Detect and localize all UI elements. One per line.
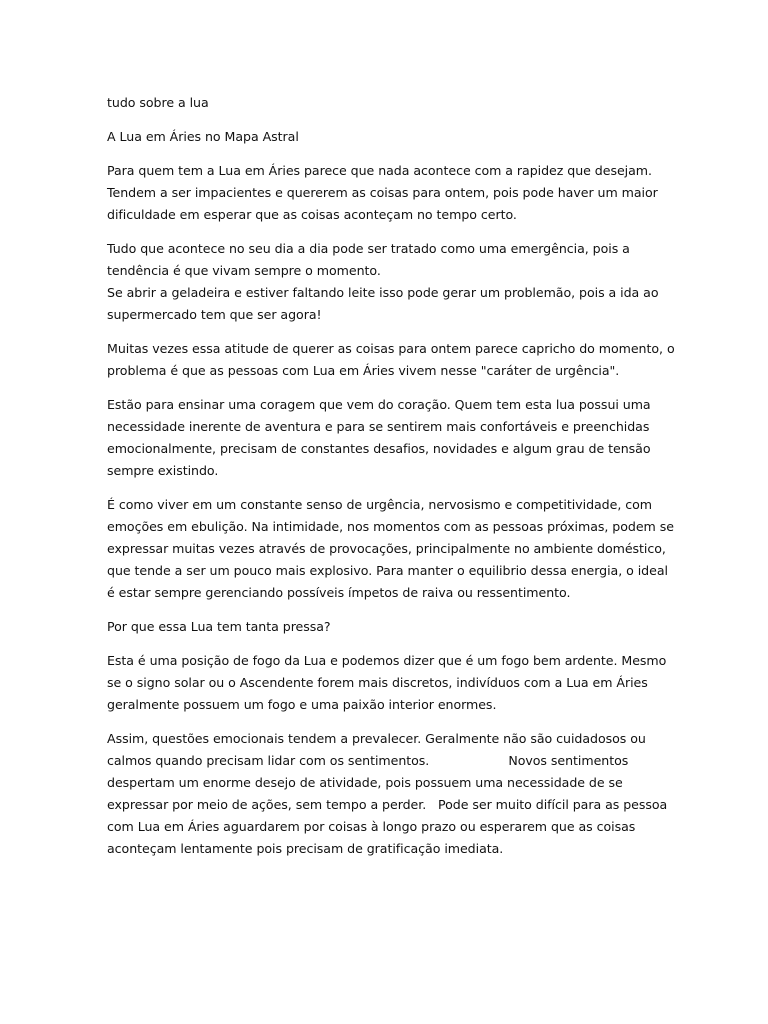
text-line: que tende a ser um pouco mais explosivo. Para manter o equilibrio dessa energia, o ideal <box>107 563 668 578</box>
text-line: se o signo solar ou o Ascendente forem mais discretos, indivíduos com a Lua em Áries <box>107 675 648 690</box>
text-line: dificuldade em esperar que as coisas aconteçam no tempo certo. <box>107 207 517 222</box>
text-line: Tendem a ser impacientes e quererem as coisas para ontem, pois pode haver um maior <box>107 185 658 200</box>
text-line: Se abrir a geladeira e estiver faltando leite isso pode gerar um problemão, pois a ida ao <box>107 285 659 300</box>
section-heading <box>107 126 663 148</box>
text-line: emoções em ebulição. Na intimidade, nos momentos com as pessoas próximas, podem se <box>107 519 674 534</box>
section-heading <box>107 616 663 638</box>
text-line: É como viver em um constante senso de urgência, nervosismo e competitividade, com <box>107 497 652 512</box>
text-line: Esta é uma posição de fogo da Lua e podemos dizer que é um fogo bem ardente. Mesmo <box>107 653 667 668</box>
text-line: tudo sobre a lua <box>107 95 209 110</box>
text-line: problema é que as pessoas com Lua em Áries vivem nesse "caráter de urgência". <box>107 363 620 378</box>
text-line: Assim, questões emocionais tendem a prevalecer. Geralmente não são cuidadosos ou <box>107 731 646 746</box>
paragraph <box>107 728 668 860</box>
text-line: necessidade inerente de aventura e para se sentirem mais confortáveis e preenchidas <box>107 419 650 434</box>
text-line: supermercado tem que ser agora! <box>107 307 322 322</box>
paragraph <box>107 160 663 226</box>
text-line: sempre existindo. <box>107 463 219 478</box>
paragraph <box>107 494 674 604</box>
paragraph <box>107 650 667 716</box>
text-line: Por que essa Lua tem tanta pressa? <box>107 619 331 634</box>
paragraph <box>107 238 663 326</box>
text-line: com Lua em Áries aguardarem por coisas à longo prazo ou esperarem que as coisas <box>107 819 636 834</box>
text-line: tendência é que vivam sempre o momento. <box>107 263 381 278</box>
text-line: calmos quando precisam lidar com os sentimentos. Novos sentimentos <box>107 753 629 768</box>
text-line: Tudo que acontece no seu dia a dia pode ser tratado como uma emergência, pois a <box>107 241 630 256</box>
text-line: emocionalmente, precisam de constantes desafios, novidades e algum grau de tensão <box>107 441 651 456</box>
paragraph <box>107 394 663 482</box>
text-line: Para quem tem a Lua em Áries parece que nada acontece com a rapidez que desejam. <box>107 163 652 178</box>
text-line: despertam um enorme desejo de atividade, pois possuem uma necessidade de se <box>107 775 623 790</box>
text-line: geralmente possuem um fogo e uma paixão interior enormes. <box>107 697 497 712</box>
document-page <box>107 92 675 872</box>
text-line: Estão para ensinar uma coragem que vem do coração. Quem tem esta lua possui uma <box>107 397 651 412</box>
text-line: expressar muitas vezes através de provocações, principalmente no ambiente doméstico, <box>107 541 666 556</box>
text-line: aconteçam lentamente pois precisam de gratificação imediata. <box>107 841 504 856</box>
paragraph <box>107 338 675 382</box>
text-line: Muitas vezes essa atitude de querer as coisas para ontem parece capricho do momento, o <box>107 341 675 356</box>
document-title <box>107 92 663 114</box>
text-line: expressar por meio de ações, sem tempo a perder. Pode ser muito difícil para as pessoa <box>107 797 668 812</box>
text-line: é estar sempre gerenciando possíveis ímpetos de raiva ou ressentimento. <box>107 585 571 600</box>
text-line: A Lua em Áries no Mapa Astral <box>107 129 299 144</box>
